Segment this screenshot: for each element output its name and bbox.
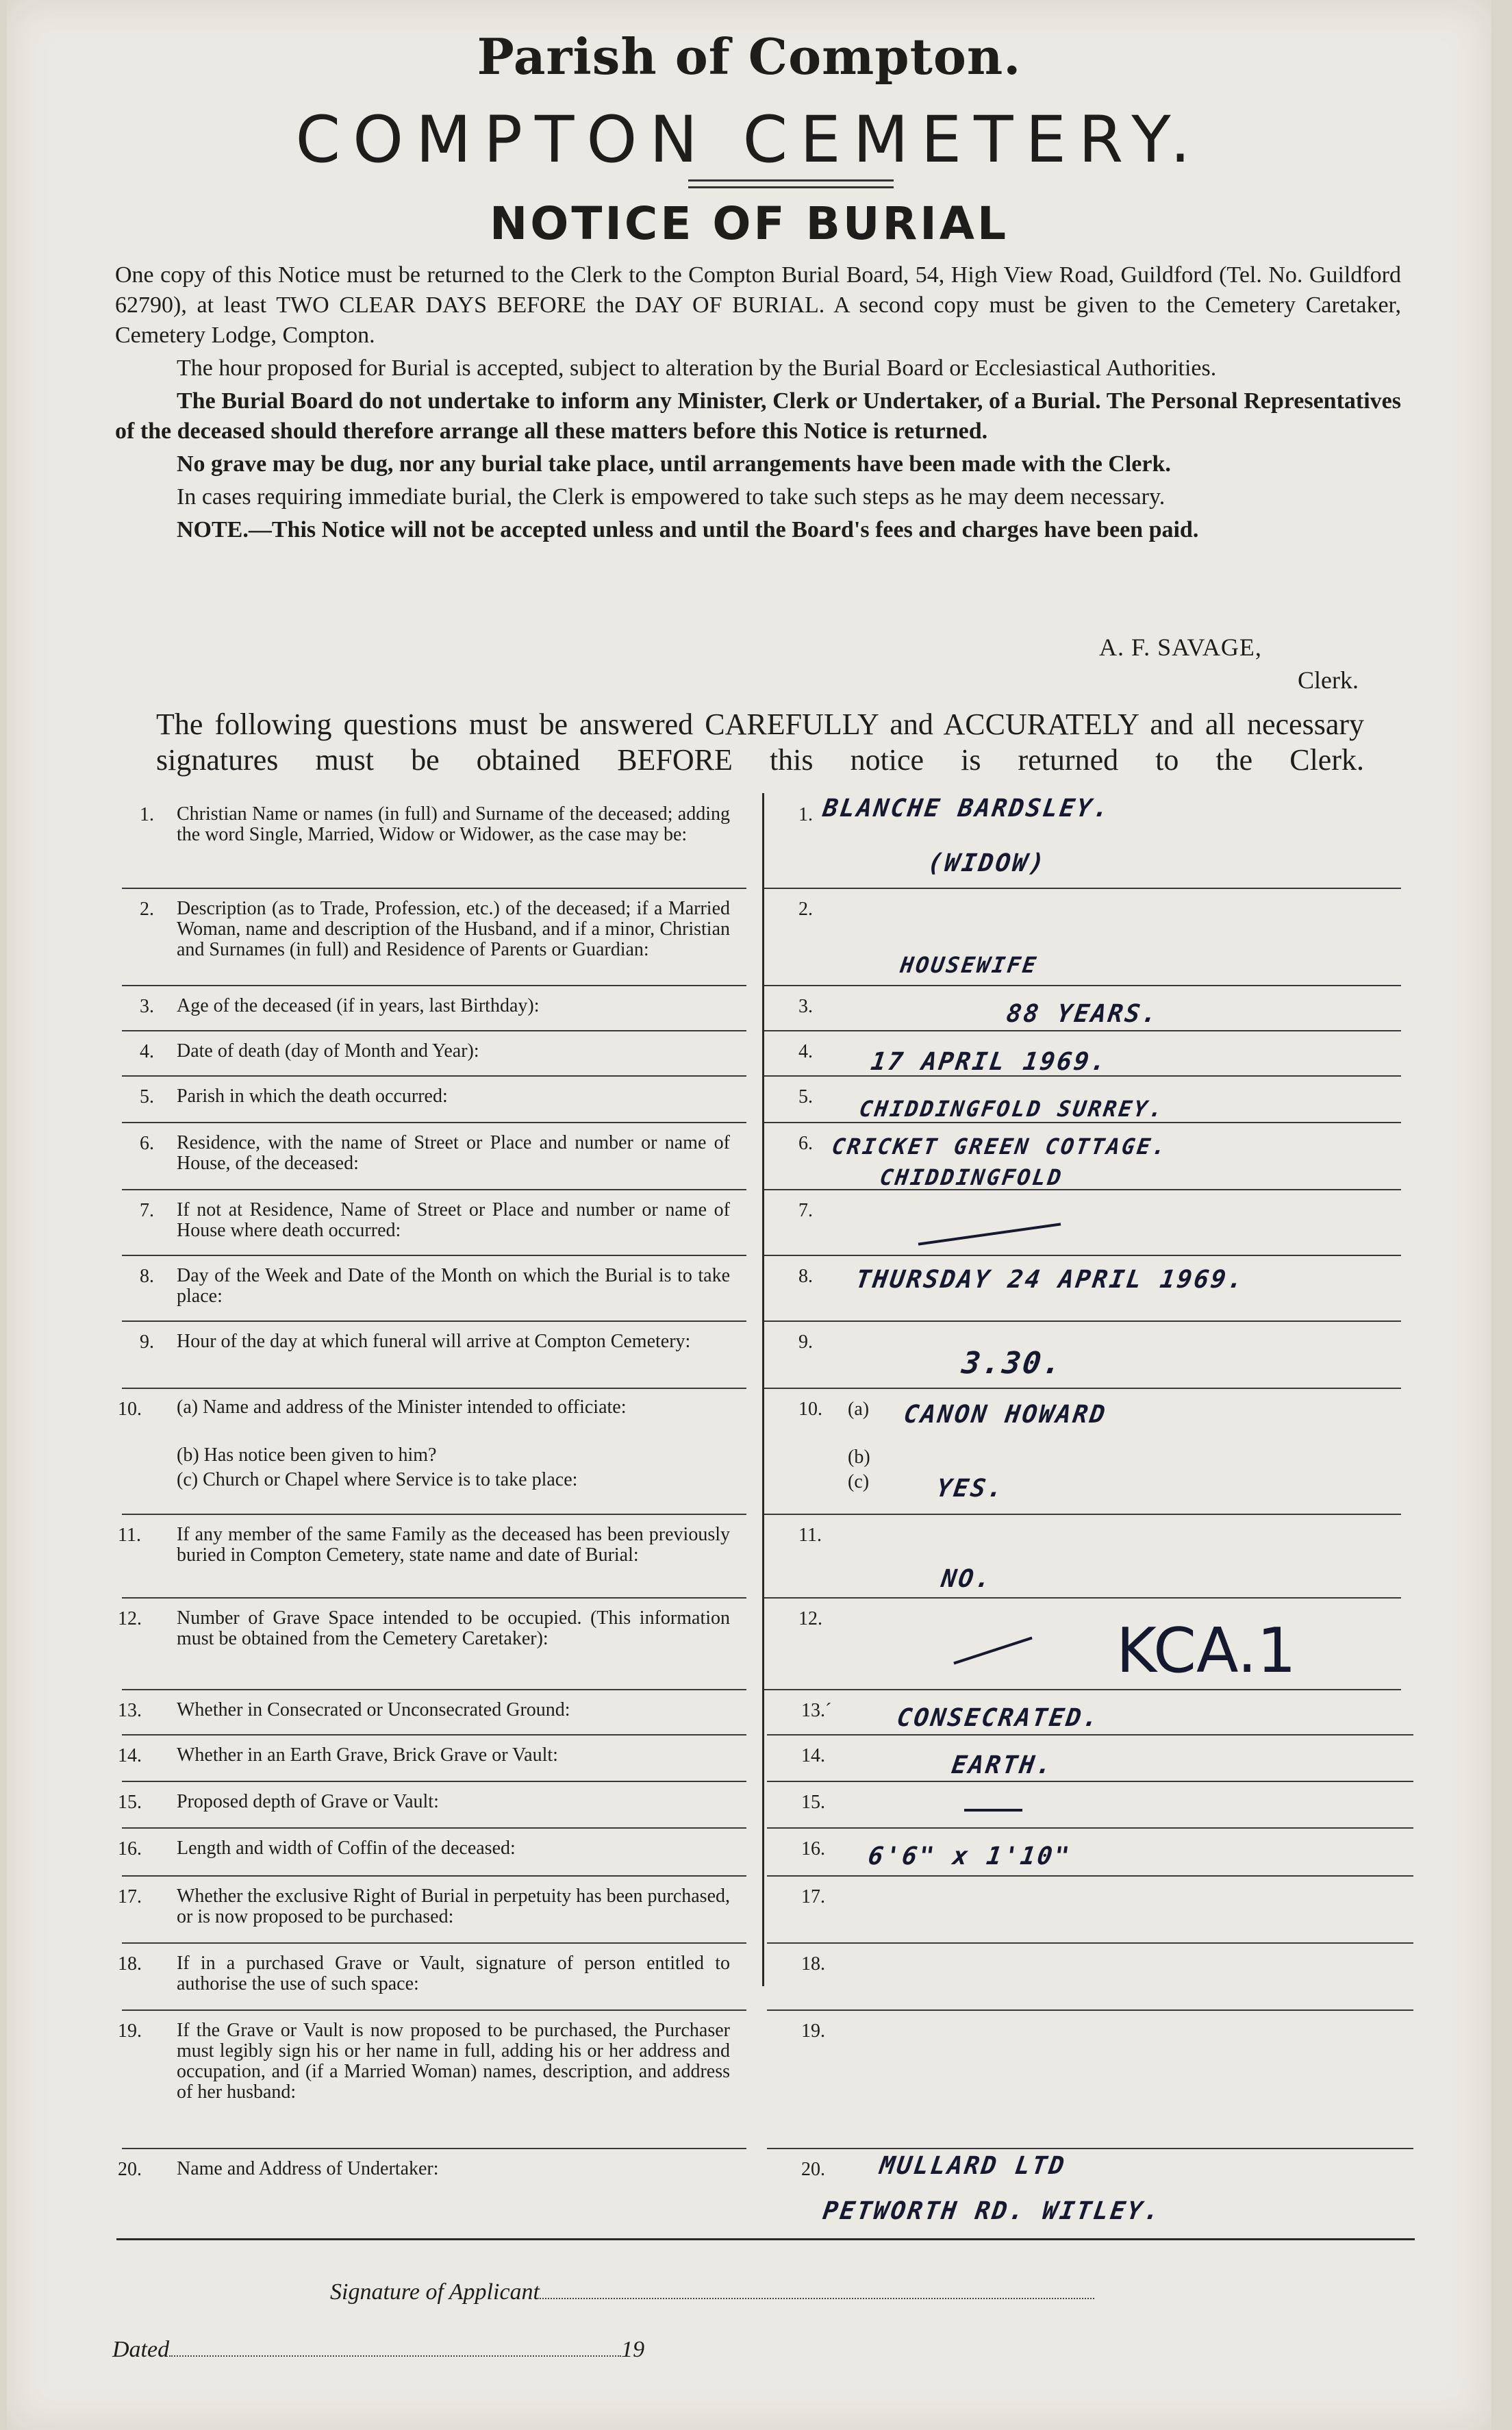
question-text: Date of death (day of Month and Year): — [177, 1040, 479, 1062]
question-number: 15. — [118, 1792, 142, 1813]
answer-cell — [764, 888, 1401, 986]
answer-number: 5. — [798, 1086, 813, 1107]
question-number: 2. — [140, 899, 154, 920]
cemetery-title: COMPTON CEMETERY. — [295, 103, 1203, 177]
answer-minister: CANON HOWARD — [902, 1401, 1109, 1429]
question-number: 3. — [140, 996, 154, 1017]
answer-number: 15. — [801, 1792, 825, 1813]
question-text: Age of the deceased (if in years, last Birthday): — [177, 995, 540, 1016]
signature-dots — [540, 2294, 1094, 2299]
question-number: 16. — [118, 1838, 142, 1859]
question-cell — [122, 1030, 746, 1077]
question-cell — [122, 888, 746, 986]
question-text: Christian Name or names (in full) and Surname of the deceased; adding the word Single, Married, Widow or Widower, as the case may be: — [177, 803, 730, 845]
answer-15-dash — [964, 1809, 1022, 1812]
answer-number: 18. — [801, 1953, 825, 1975]
answer-number: 12. — [798, 1608, 822, 1629]
answer-grave-space: KCA.1 — [1116, 1615, 1296, 1687]
question-text: Hour of the day at which funeral will arrive at Compton Cemetery: — [177, 1331, 691, 1352]
answer-residence-line1: CRICKET GREEN COTTAGE. — [830, 1133, 1170, 1160]
answer-number: 10. — [798, 1399, 822, 1420]
answer-residence-line2: CHIDDINGFOLD — [878, 1164, 1065, 1190]
title-divider — [688, 186, 894, 188]
answer-number: 11. — [798, 1525, 822, 1546]
answer-cell — [767, 1875, 1413, 1944]
instructions — [115, 260, 1401, 548]
answer-number: 16. — [801, 1838, 825, 1859]
clerk-title: Clerk. — [1298, 666, 1359, 694]
answer-number: 17. — [801, 1886, 825, 1907]
answer-undertaker-line2: PETWORTH RD. WITLEY. — [821, 2197, 1163, 2225]
instruction-board: The Burial Board do not undertake to inform any Minister, Clerk or Undertaker, of a Burial. The Personal Representatives of the deceased should therefore arrange all these matters before this Notice is returned. — [115, 388, 1401, 444]
answer-grave-type: EARTH. — [950, 1751, 1055, 1779]
dated-line — [112, 2337, 644, 2363]
signature-label: Signature of Applicant — [330, 2279, 540, 2305]
question-number: 9. — [140, 1331, 154, 1353]
question-text: Day of the Week and Date of the Month on which the Burial is to take place: — [177, 1265, 730, 1307]
instruction-immediate: In cases requiring immediate burial, the Clerk is empowered to take such steps as he may deem necessary. — [177, 484, 1166, 510]
question-cell — [122, 1075, 746, 1123]
question-number: 1. — [140, 804, 154, 825]
question-cell — [118, 1388, 746, 1515]
question-cell — [118, 1514, 746, 1599]
answer-number: 1. — [798, 804, 813, 825]
answer-number: 4. — [798, 1041, 813, 1062]
answer-subpart-b: (b) — [848, 1446, 870, 1468]
question-cell — [122, 1122, 746, 1190]
answer-cell — [764, 1320, 1401, 1389]
question-cell — [118, 2148, 746, 2238]
question-text: If not at Residence, Name of Street or Place and number or name of House where death occurred: — [177, 1199, 730, 1241]
year-prefix: 19 — [621, 2337, 645, 2362]
answer-number: 8. — [798, 1266, 813, 1287]
question-text: Proposed depth of Grave or Vault: — [177, 1791, 439, 1812]
answer-burial-date: THURSDAY 24 APRIL 1969. — [854, 1266, 1247, 1294]
question-text: Whether the exclusive Right of Burial in perpetuity has been purchased, or is now proposed to be purchased: — [177, 1886, 730, 1927]
instruction-note: NOTE.—This Notice will not be accepted unless and until the Board's fees and charges have been paid. — [177, 517, 1199, 542]
answer-number: 6. — [798, 1133, 813, 1154]
question-number: 18. — [118, 1953, 142, 1975]
table-bottom-rule — [116, 2238, 1415, 2240]
answer-cell — [767, 2009, 1413, 2149]
parish-heading: Parish of Compton. — [477, 27, 1022, 86]
dated-dots — [169, 2351, 621, 2357]
question-cell — [118, 1875, 746, 1944]
column-divider — [762, 793, 764, 1986]
question-text: Whether in an Earth Grave, Brick Grave or Vault: — [177, 1744, 558, 1766]
answer-coffin-size: 6'6" x 1'10" — [866, 1842, 1073, 1870]
question-cell — [118, 1827, 746, 1877]
answer-arrival-hour: 3.30. — [959, 1346, 1066, 1381]
question-text: If any member of the same Family as the deceased has been previously buried in Compton Cemetery, state name and date of Burial: — [177, 1524, 730, 1566]
answer-number: 2. — [798, 899, 813, 920]
instruction-grave: No grave may be dug, nor any burial take place, until arrangements have been made with the Clerk. — [177, 451, 1171, 477]
answer-number: 7. — [798, 1200, 813, 1221]
answer-age: 88 YEARS. — [1005, 1000, 1161, 1028]
question-number: 6. — [140, 1133, 154, 1154]
question-number: 17. — [118, 1886, 142, 1907]
question-text: Number of Grave Space intended to be occupied. (This information must be obtained from the Cemetery Caretaker): — [177, 1607, 730, 1649]
question-text: Whether in Consecrated or Unconsecrated Ground: — [177, 1699, 570, 1720]
answer-date-of-death: 17 APRIL 1969. — [869, 1048, 1110, 1076]
answer-cell — [767, 1827, 1413, 1877]
question-number: 14. — [118, 1745, 142, 1766]
answer-cell — [764, 1514, 1401, 1599]
answer-number: 14. — [801, 1745, 825, 1766]
answer-marital-status: (WIDOW) — [926, 849, 1048, 877]
instruction-return: One copy of this Notice must be returned to the Clerk to the Compton Burial Board, 54, High View Road, Guildford (Tel. No. Guildford 62790), at least TWO CLEAR DAYS BEFORE the DAY OF BURIAL. A second copy must be given to the Cemetery Caretaker, Cemetery Lodge, Compton. — [115, 262, 1401, 348]
question-number: 19. — [118, 2020, 142, 2042]
question-cell — [118, 1597, 746, 1690]
question-text: Description (as to Trade, Profession, etc.) of the deceased; if a Married Woman, name and description of the Husband, and if a minor, Christian and Surnames (in full) and Residence of Parents or Guardian: — [177, 898, 730, 960]
answer-number: 13.´ — [801, 1700, 832, 1721]
questions-heading: The following questions must be answered CAREFULLY and ACCURATELY and all necessary signatures must be obtained BEFORE this notice is returned to the Clerk. — [156, 707, 1364, 777]
answer-cell — [767, 1942, 1413, 2011]
answer-cell — [764, 1189, 1401, 1256]
answer-number: 3. — [798, 996, 813, 1017]
applicant-signature-line — [330, 2279, 1094, 2305]
question-cell — [118, 1942, 746, 2011]
question-text: If the Grave or Vault is now proposed to be purchased, the Purchaser must legibly sign his or her name in full, adding his or her address and occupation, and (if a Married Woman) names, description, and address of her husband: — [177, 2020, 730, 2103]
question-number: 12. — [118, 1608, 142, 1629]
answer-parish: CHIDDINGFOLD SURREY. — [857, 1096, 1166, 1122]
answer-undertaker-line1: MULLARD LTD — [878, 2152, 1068, 2180]
question-cell — [122, 985, 746, 1031]
question-number: 5. — [140, 1086, 154, 1107]
question-text: Residence, with the name of Street or Place and number or name of House, of the deceased: — [177, 1132, 730, 1174]
question-number: 4. — [140, 1041, 154, 1062]
answer-number: 19. — [801, 2020, 825, 2042]
answer-number: 20. — [801, 2159, 825, 2180]
answer-church: YES. — [935, 1475, 1007, 1503]
burial-notice-form — [7, 0, 1491, 2430]
question-cell — [118, 2009, 746, 2149]
question-text: Length and width of Coffin of the deceased: — [177, 1838, 516, 1859]
question-text-b: (b) Has notice been given to him? — [177, 1444, 437, 1466]
answer-consecrated: CONSECRATED. — [895, 1704, 1102, 1732]
instruction-hour: The hour proposed for Burial is accepted, subject to alteration by the Burial Board or Ecclesiastical Authorities. — [177, 355, 1217, 381]
question-number: 13. — [118, 1700, 142, 1721]
question-cell — [118, 1781, 746, 1829]
answer-cell — [767, 1781, 1413, 1829]
question-cell — [122, 1189, 746, 1256]
question-text: Name and Address of Undertaker: — [177, 2158, 439, 2179]
question-text-c: (c) Church or Chapel where Service is to take place: — [177, 1469, 578, 1490]
question-number: 8. — [140, 1266, 154, 1287]
answer-description: HOUSEWIFE — [898, 952, 1040, 978]
question-number: 20. — [118, 2159, 142, 2180]
answer-family-burial: NO. — [940, 1565, 994, 1593]
answer-cell — [764, 1597, 1401, 1690]
question-cell — [122, 793, 746, 889]
question-cell — [122, 1255, 746, 1322]
question-cell — [122, 1320, 746, 1389]
answer-subpart-c: (c) — [848, 1471, 870, 1492]
question-cell — [118, 1689, 746, 1736]
question-number: 10. — [118, 1399, 142, 1420]
answer-cell — [767, 1734, 1413, 1782]
question-cell — [118, 1734, 746, 1782]
title-divider — [688, 179, 894, 181]
question-text: If in a purchased Grave or Vault, signature of person entitled to authorise the use of such space: — [177, 1953, 730, 1994]
question-text-a: (a) Name and address of the Minister intended to officiate: — [177, 1396, 627, 1418]
answer-subpart-a: (a) — [848, 1399, 870, 1420]
dated-label: Dated — [112, 2337, 170, 2362]
question-text: Parish in which the death occurred: — [177, 1086, 448, 1107]
answer-name: BLANCHE BARDSLEY. — [821, 794, 1113, 823]
question-number: 7. — [140, 1200, 154, 1221]
notice-title: NOTICE OF BURIAL — [490, 197, 1009, 250]
clerk-name: A. F. SAVAGE, — [1099, 634, 1262, 661]
question-number: 11. — [118, 1525, 141, 1546]
answer-number: 9. — [798, 1331, 813, 1353]
